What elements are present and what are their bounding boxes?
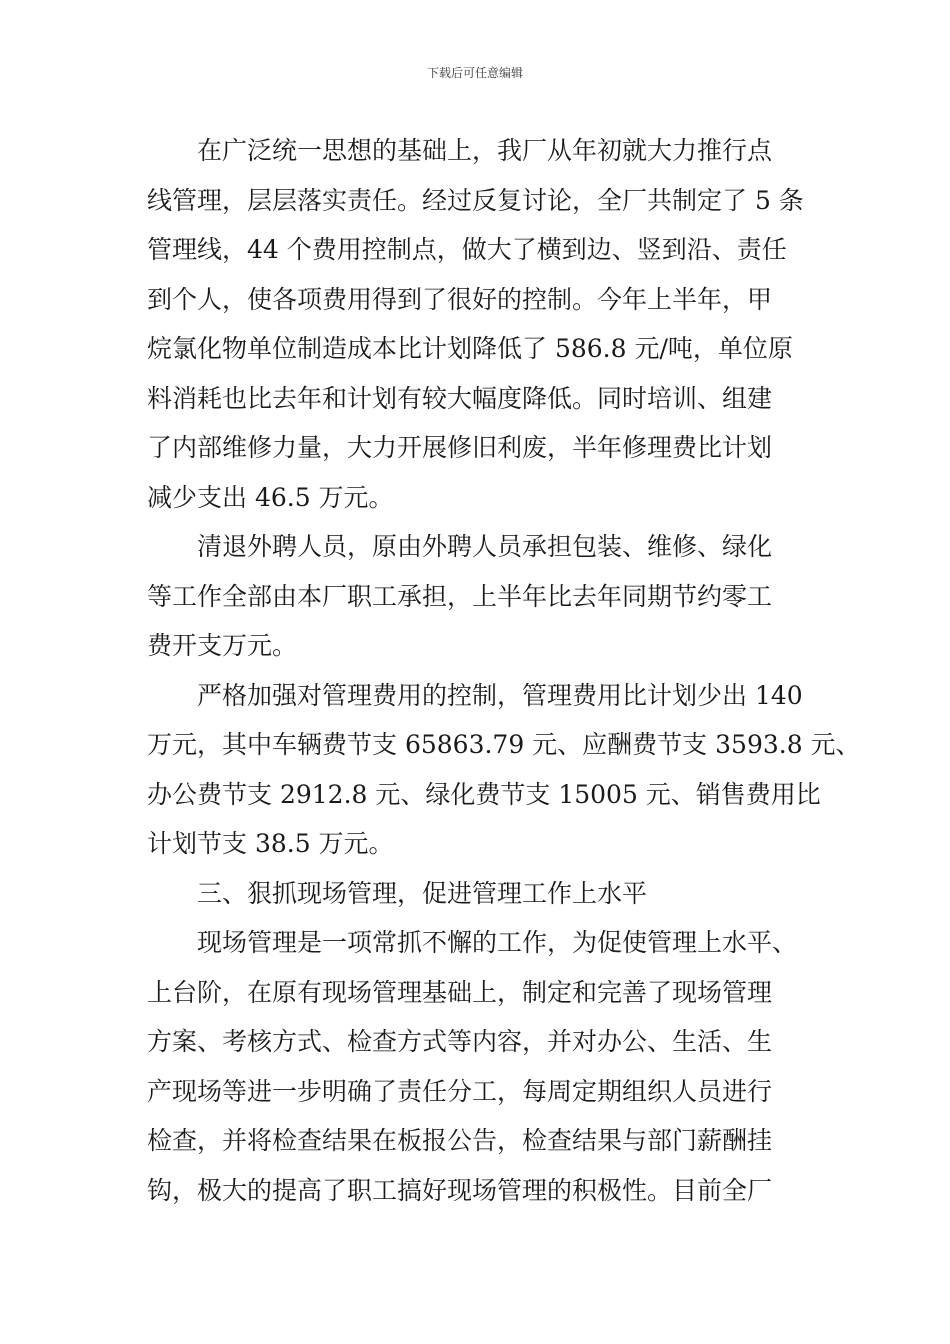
document-body [147,126,861,1215]
text-line: 办公费节支 2912.8 元、绿化费节支 15005 元、销售费用比 [147,779,821,809]
text-line: 料消耗也比去年和计划有较大幅度降低。同时培训、组建 [147,383,773,413]
text-line: 线管理，层层落实责任。经过反复讨论，全厂共制定了 5 条 [147,185,804,215]
text-line: 了内部维修力量，大力开展修旧利废，半年修理费比计划 [147,433,773,462]
text-line: 费开支万元。 [147,631,298,660]
text-line: 产现场等进一步明确了责任分工，每周定期组织人员进行 [147,1076,773,1106]
text-line: 钩，极大的提高了职工搞好现场管理的积极性。目前全厂 [147,1175,773,1205]
text-line: 上台阶，在原有现场管理基础上，制定和完善了现场管理 [147,977,773,1007]
text-line: 方案、考核方式、检查方式等内容，并对办公、生活、生 [147,1027,773,1056]
text-line: 三、狠抓现场管理，促进管理工作上水平 [197,878,648,908]
text-line: 万元，其中车辆费节支 65863.79 元、应酬费节支 3593.8 元、 [147,730,861,759]
text-line: 烷氯化物单位制造成本比计划降低了 586.8 元/吨，单位原 [147,334,793,363]
text-line: 清退外聘人员，原由外聘人员承担包装、维修、绿化 [197,532,773,561]
text-line: 在广泛统一思想的基础上，我厂从年初就大力推行点 [197,136,773,165]
text-line: 减少支出 46.5 万元。 [147,482,394,512]
text-line: 严格加强对管理费用的控制，管理费用比计划少出 140 [197,680,803,710]
text-line: 现场管理是一项常抓不懈的工作，为促使管理上水平、 [197,928,798,957]
text-line: 管理线，44 个费用控制点，做大了横到边、竖到沿、责任 [147,235,787,264]
text-line: 检查，并将检查结果在板报公告，检查结果与部门薪酬挂 [147,1126,773,1155]
header-note: 下载后可任意编辑 [426,66,523,80]
text-line: 到个人，使各项费用得到了很好的控制。今年上半年，甲 [147,284,773,314]
text-line: 等工作全部由本厂职工承担，上半年比去年同期节约零工 [147,581,773,611]
text-line: 计划节支 38.5 万元。 [147,829,394,858]
